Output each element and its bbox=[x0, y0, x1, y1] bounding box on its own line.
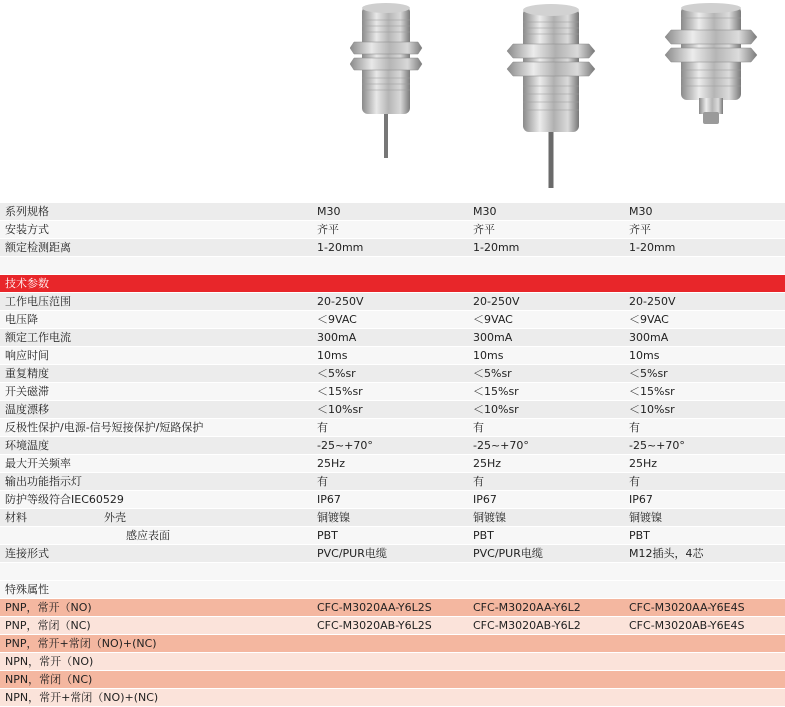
cell: ＜9VAC bbox=[473, 313, 513, 326]
cell bbox=[314, 653, 468, 670]
row-label: 最大开关频率 bbox=[5, 457, 71, 470]
table-row bbox=[0, 671, 785, 689]
cell: 1-20mm bbox=[473, 241, 520, 254]
cell bbox=[470, 635, 624, 652]
cell: 齐平 bbox=[629, 223, 651, 236]
cell: ＜5%sr bbox=[317, 367, 356, 380]
cell: 25Hz bbox=[473, 457, 502, 470]
cell: M12插头，4芯 bbox=[629, 547, 704, 560]
table-row bbox=[0, 365, 785, 383]
cell: 齐平 bbox=[317, 223, 339, 236]
cell: 10ms bbox=[317, 349, 348, 362]
row-label: 开关磁滞 bbox=[5, 385, 49, 398]
cell: 20-250V bbox=[473, 295, 520, 308]
table-row bbox=[0, 473, 785, 491]
cell: 齐平 bbox=[473, 223, 495, 236]
spacer-row bbox=[0, 257, 785, 275]
row-label: 电压降 bbox=[5, 313, 38, 326]
cell: 10ms bbox=[473, 349, 504, 362]
cell: M30 bbox=[629, 205, 653, 218]
cell: PVC/PUR电缆 bbox=[473, 547, 543, 560]
row-label: PNP，常开（NO) bbox=[5, 601, 92, 614]
section-header bbox=[0, 581, 785, 599]
row-label: NPN，常开+常闭（NO)+(NC) bbox=[5, 691, 159, 704]
table-row bbox=[0, 347, 785, 365]
row-label: 系列规格 bbox=[5, 205, 49, 218]
cell: 有 bbox=[629, 421, 640, 434]
row-label: 输出功能指示灯 bbox=[5, 475, 82, 488]
cell: 10ms bbox=[629, 349, 660, 362]
cell: IP67 bbox=[317, 493, 341, 506]
cell: PBT bbox=[629, 529, 650, 542]
plug-sensor-icon bbox=[663, 0, 763, 130]
table-row bbox=[0, 329, 785, 347]
row-label: 响应时间 bbox=[5, 349, 49, 362]
row-label: 温度漂移 bbox=[5, 403, 49, 416]
row-label: 安装方式 bbox=[5, 223, 49, 236]
cell bbox=[626, 671, 785, 688]
row-label: 感应表面 bbox=[5, 529, 170, 542]
cell: 25Hz bbox=[629, 457, 658, 470]
spec-table bbox=[0, 203, 785, 707]
row-label: 额定检测距离 bbox=[5, 241, 71, 254]
cell: ＜10%sr bbox=[629, 403, 675, 416]
cell: ＜5%sr bbox=[629, 367, 668, 380]
row-label: 防护等级符合IEC60529 bbox=[5, 493, 124, 506]
cell: 300mA bbox=[473, 331, 513, 344]
row-label: NPN，常闭（NC) bbox=[5, 673, 93, 686]
cell: 有 bbox=[473, 475, 484, 488]
cell: -25~+70° bbox=[473, 439, 529, 452]
cell: 300mA bbox=[629, 331, 669, 344]
cell: 1-20mm bbox=[629, 241, 676, 254]
table-row bbox=[0, 293, 785, 311]
table-row bbox=[0, 599, 785, 617]
row-label: 连接形式 bbox=[5, 547, 49, 560]
cell bbox=[470, 671, 624, 688]
cable-sensor-icon bbox=[505, 0, 605, 190]
cell: ＜15%sr bbox=[629, 385, 675, 398]
table-row bbox=[0, 509, 785, 527]
row-label: PNP，常闭（NC) bbox=[5, 619, 91, 632]
table-row bbox=[0, 419, 785, 437]
table-row bbox=[0, 455, 785, 473]
cell: PBT bbox=[473, 529, 494, 542]
special-rows bbox=[0, 599, 785, 707]
cell bbox=[470, 653, 624, 670]
cell bbox=[626, 635, 785, 652]
table-row bbox=[0, 491, 785, 509]
cell: M30 bbox=[473, 205, 497, 218]
section-title: 特殊属性 bbox=[5, 583, 49, 596]
cell: 300mA bbox=[317, 331, 357, 344]
cell: IP67 bbox=[473, 493, 497, 506]
cell: ＜9VAC bbox=[629, 313, 669, 326]
cell: CFC-M3020AA-Y6L2 bbox=[473, 601, 581, 614]
cell: 有 bbox=[317, 421, 328, 434]
table-row bbox=[0, 437, 785, 455]
cell: 20-250V bbox=[317, 295, 364, 308]
tech-rows bbox=[0, 293, 785, 563]
cell: CFC-M3020AB-Y6E4S bbox=[629, 619, 745, 632]
table-row bbox=[0, 311, 785, 329]
cell: 铜镀镍 bbox=[317, 511, 350, 524]
table-row bbox=[0, 617, 785, 635]
cell bbox=[626, 689, 785, 706]
cell: PBT bbox=[317, 529, 338, 542]
row-label: 反极性保护/电源-信号短接保护/短路保护 bbox=[5, 421, 204, 434]
cell: ＜10%sr bbox=[317, 403, 363, 416]
cell: 有 bbox=[317, 475, 328, 488]
cell: CFC-M3020AB-Y6L2 bbox=[473, 619, 581, 632]
cell: M30 bbox=[317, 205, 341, 218]
cell: ＜15%sr bbox=[473, 385, 519, 398]
section-title: 技术参数 bbox=[5, 277, 49, 290]
table-row bbox=[0, 221, 785, 239]
cell bbox=[314, 635, 468, 652]
cell: ＜5%sr bbox=[473, 367, 512, 380]
table-row bbox=[0, 239, 785, 257]
cell: 铜镀镍 bbox=[629, 511, 662, 524]
spacer-row bbox=[0, 563, 785, 581]
cell: ＜10%sr bbox=[473, 403, 519, 416]
cell bbox=[626, 653, 785, 670]
cell: IP67 bbox=[629, 493, 653, 506]
cell bbox=[470, 689, 624, 706]
cell: 25Hz bbox=[317, 457, 346, 470]
table-row bbox=[0, 401, 785, 419]
cable-sensor-icon bbox=[350, 0, 440, 160]
cell: ＜15%sr bbox=[317, 385, 363, 398]
row-label: NPN，常开（NO) bbox=[5, 655, 94, 668]
cell: ＜9VAC bbox=[317, 313, 357, 326]
cell bbox=[314, 671, 468, 688]
table-row bbox=[0, 383, 785, 401]
cell: 有 bbox=[473, 421, 484, 434]
cell: 有 bbox=[629, 475, 640, 488]
cell: 20-250V bbox=[629, 295, 676, 308]
table-row bbox=[0, 653, 785, 671]
cell bbox=[314, 689, 468, 706]
cell: -25~+70° bbox=[629, 439, 685, 452]
cell: 1-20mm bbox=[317, 241, 364, 254]
cell: CFC-M3020AB-Y6L2S bbox=[317, 619, 432, 632]
cell: 铜镀镍 bbox=[473, 511, 506, 524]
row-label: 环境温度 bbox=[5, 439, 49, 452]
table-row bbox=[0, 203, 785, 221]
row-label: 工作电压范围 bbox=[5, 295, 71, 308]
cell: -25~+70° bbox=[317, 439, 373, 452]
row-label: PNP，常开+常闭（NO)+(NC) bbox=[5, 637, 157, 650]
table-row bbox=[0, 635, 785, 653]
row-label: 重复精度 bbox=[5, 367, 49, 380]
cell: CFC-M3020AA-Y6E4S bbox=[629, 601, 745, 614]
row-label: 材料 外壳 bbox=[5, 511, 126, 524]
table-row bbox=[0, 689, 785, 707]
row-label: 额定工作电流 bbox=[5, 331, 71, 344]
product-photos bbox=[0, 0, 785, 203]
cell: CFC-M3020AA-Y6L2S bbox=[317, 601, 432, 614]
table-row bbox=[0, 527, 785, 545]
table-row bbox=[0, 545, 785, 563]
section-header bbox=[0, 275, 785, 293]
cell: PVC/PUR电缆 bbox=[317, 547, 387, 560]
